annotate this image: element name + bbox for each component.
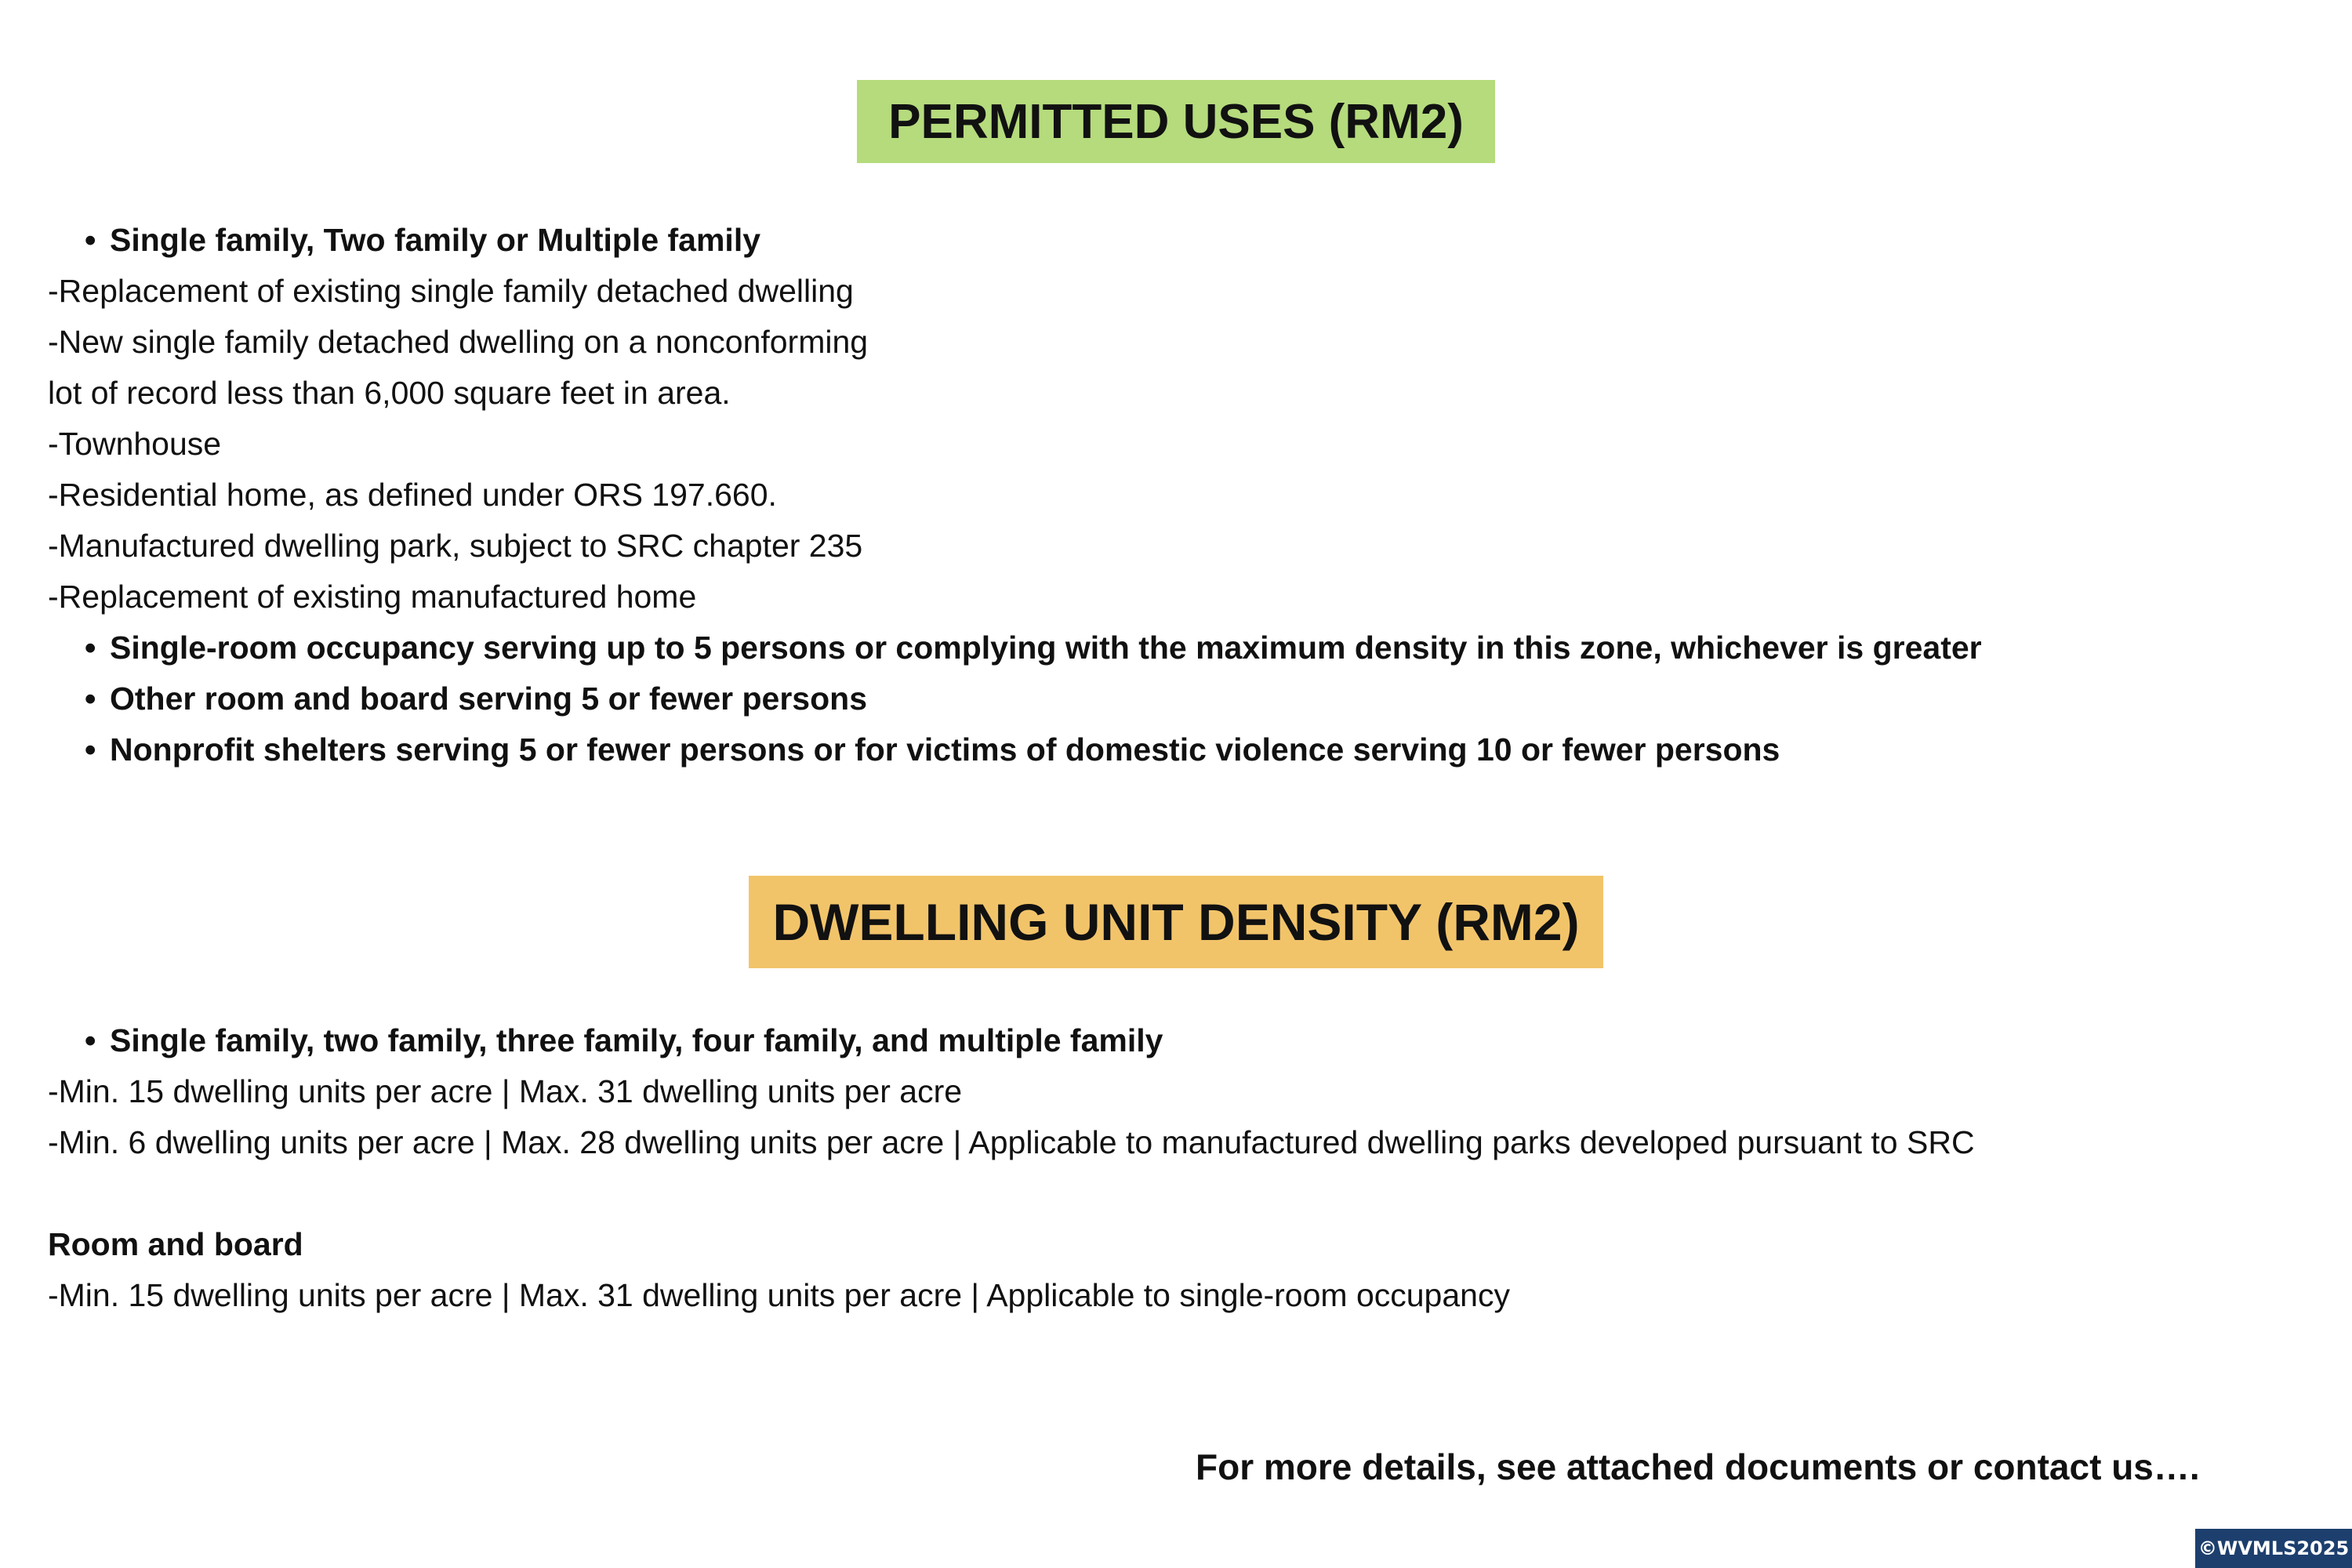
bullet-text: Single family, Two family or Multiple family xyxy=(110,222,761,258)
bullet-text: Nonprofit shelters serving 5 or fewer persons or for victims of domestic violence serving 10 or fewer persons xyxy=(110,731,1780,768)
footer-contact-text: For more details, see attached documents or contact us…. xyxy=(1196,1446,2200,1487)
permitted-line-1: -Replacement of existing single family detached dwelling xyxy=(48,273,854,309)
bullet-dot-icon: • xyxy=(85,222,96,258)
bullet-text: Single family, two family, three family, four family, and multiple family xyxy=(110,1022,1163,1058)
bullet-dot-icon: • xyxy=(85,681,96,717)
copyright-badge: ©WVMLS2025 xyxy=(2195,1529,2352,1568)
permitted-bullet-family-types xyxy=(85,220,760,260)
density-bullet-family-types xyxy=(85,1021,1163,1060)
dwelling-density-heading: DWELLING UNIT DENSITY (RM2) xyxy=(749,876,1603,968)
room-board-title: Room and board xyxy=(48,1226,303,1262)
bullet-dot-icon: • xyxy=(85,731,96,768)
bullet-dot-icon: • xyxy=(85,630,96,666)
density-line-2: -Min. 6 dwelling units per acre | Max. 28 dwelling units per acre | Applicable to manufactured dwelling parks developed pursuant to SRC xyxy=(48,1124,1975,1160)
bullet-text: Single-room occupancy serving up to 5 persons or complying with the maximum density in this zone, whichever is greater xyxy=(110,630,1982,666)
bullet-text: Other room and board serving 5 or fewer persons xyxy=(110,681,868,717)
permitted-bullet-room-board xyxy=(85,679,867,718)
bullet-dot-icon: • xyxy=(85,1022,96,1058)
permitted-bullet-single-room xyxy=(85,628,1982,667)
room-board-line: -Min. 15 dwelling units per acre | Max. 31 dwelling units per acre | Applicable to single-room occupancy xyxy=(48,1277,1510,1313)
permitted-line-2: -New single family detached dwelling on a nonconforming xyxy=(48,324,869,360)
permitted-bullet-shelters xyxy=(85,730,1780,769)
permitted-uses-heading: PERMITTED USES (RM2) xyxy=(857,80,1495,163)
permitted-line-4: -Townhouse xyxy=(48,426,222,462)
density-line-1: -Min. 15 dwelling units per acre | Max. 31 dwelling units per acre xyxy=(48,1073,963,1109)
permitted-line-5: -Residential home, as defined under ORS 197.660. xyxy=(48,477,777,513)
permitted-line-7: -Replacement of existing manufactured home xyxy=(48,579,697,615)
permitted-line-3: lot of record less than 6,000 square feet in area. xyxy=(48,375,731,411)
permitted-line-6: -Manufactured dwelling park, subject to SRC chapter 235 xyxy=(48,528,863,564)
